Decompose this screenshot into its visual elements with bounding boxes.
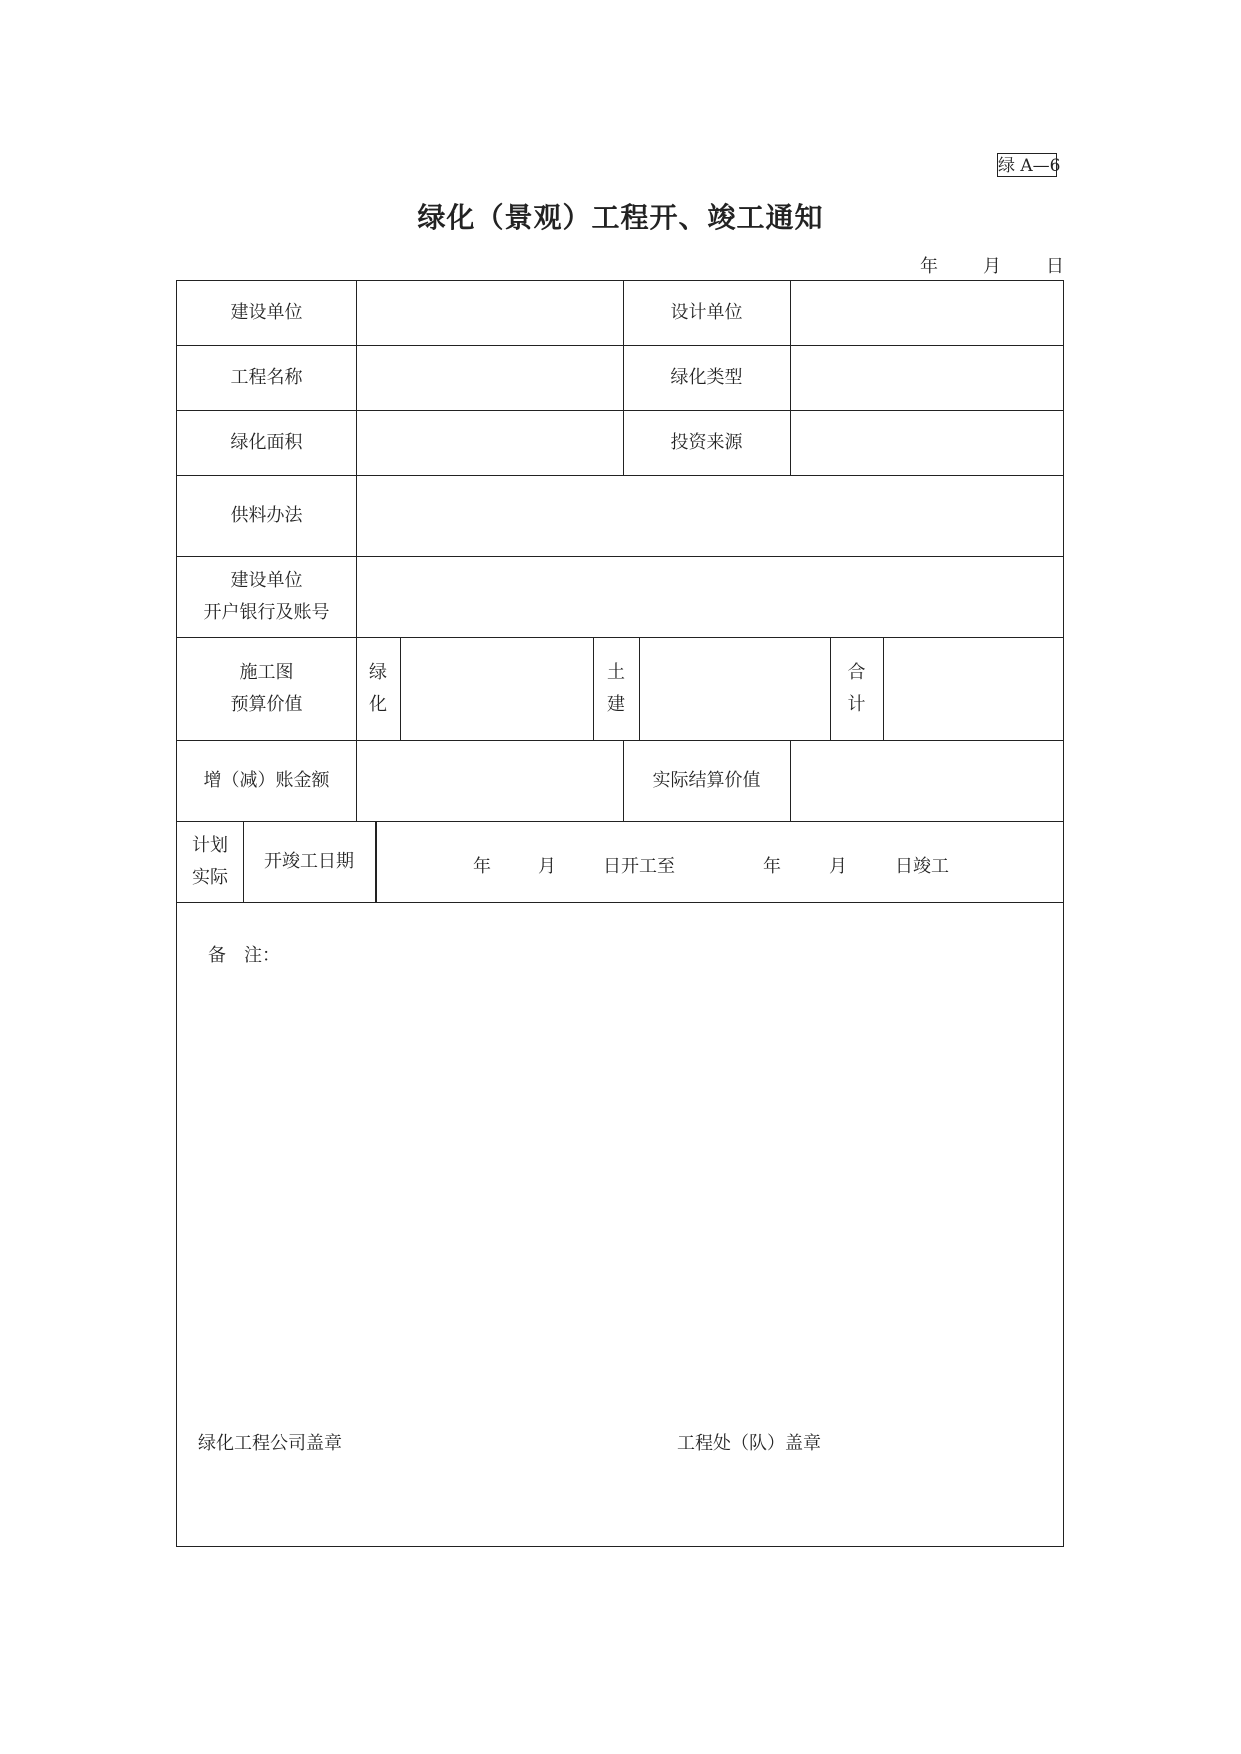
label-green-type: 绿化类型 bbox=[670, 366, 743, 388]
label-budget-value bbox=[177, 637, 356, 740]
label-start-finish-date: 开竣工日期 bbox=[264, 850, 354, 872]
field-design-unit[interactable] bbox=[790, 281, 1065, 345]
field-adjust-amount[interactable] bbox=[356, 740, 623, 821]
date-month-label: 月 bbox=[983, 256, 1001, 277]
label-budget-line1: 施工图 bbox=[239, 661, 294, 683]
field-supply-method[interactable] bbox=[356, 475, 1065, 556]
label-actual: 实际 bbox=[192, 866, 228, 888]
field-green-type[interactable] bbox=[790, 345, 1065, 410]
column-divider bbox=[375, 821, 377, 902]
date-finish-label: 日竣工 bbox=[895, 856, 949, 877]
date-month-1: 月 bbox=[538, 856, 556, 877]
form-code: 绿 A—6 bbox=[997, 153, 1057, 177]
label-total bbox=[830, 637, 883, 740]
field-green-area[interactable] bbox=[356, 410, 623, 475]
stamp-company-label: 绿化工程公司盖章 bbox=[198, 1433, 342, 1454]
row-divider bbox=[177, 902, 1063, 903]
date-month-2: 月 bbox=[829, 856, 847, 877]
notice-form bbox=[176, 280, 1064, 1547]
page-title: 绿化（景观）工程开、竣工通知 bbox=[417, 201, 824, 234]
field-project-name[interactable] bbox=[356, 345, 623, 410]
label-greening bbox=[356, 637, 400, 740]
date-year-label: 年 bbox=[920, 256, 938, 277]
label-greening-c2: 化 bbox=[369, 693, 387, 715]
date-year-1: 年 bbox=[473, 856, 491, 877]
field-total-budget[interactable] bbox=[883, 637, 1065, 740]
label-bank-account bbox=[177, 556, 356, 637]
label-plan-actual bbox=[177, 821, 243, 902]
label-bank-line1: 建设单位 bbox=[230, 569, 303, 591]
label-budget-line2: 预算价值 bbox=[230, 693, 303, 715]
label-design-unit: 设计单位 bbox=[670, 302, 743, 323]
label-plan: 计划 bbox=[192, 834, 228, 856]
label-investment-source: 投资来源 bbox=[670, 431, 743, 453]
field-actual-value[interactable] bbox=[790, 740, 1065, 821]
field-build-unit[interactable] bbox=[356, 281, 623, 345]
label-bank-line2: 开户银行及账号 bbox=[203, 601, 330, 623]
label-actual-value: 实际结算价值 bbox=[652, 769, 761, 791]
label-adjust-amount: 增（减）账金额 bbox=[203, 769, 330, 791]
field-investment-source[interactable] bbox=[790, 410, 1065, 475]
label-civil bbox=[593, 637, 639, 740]
stamp-office-label: 工程处（队）盖章 bbox=[677, 1433, 821, 1454]
date-day-label: 日 bbox=[1046, 256, 1064, 277]
remarks-label: 备 注： bbox=[208, 945, 280, 966]
label-civil-c1: 土 bbox=[607, 661, 625, 683]
date-start-label: 日开工至 bbox=[603, 856, 675, 877]
header-date bbox=[920, 252, 1064, 278]
label-green-area: 绿化面积 bbox=[230, 431, 303, 453]
label-build-unit: 建设单位 bbox=[230, 302, 303, 323]
label-project-name: 工程名称 bbox=[230, 366, 303, 388]
label-total-c2: 计 bbox=[847, 693, 866, 715]
date-year-2: 年 bbox=[763, 856, 781, 877]
field-greening-budget[interactable] bbox=[400, 637, 593, 740]
field-bank-account[interactable] bbox=[356, 556, 1065, 637]
label-greening-c1: 绿 bbox=[369, 661, 387, 683]
field-civil-budget[interactable] bbox=[639, 637, 830, 740]
label-total-c1: 合 bbox=[847, 661, 866, 683]
label-civil-c2: 建 bbox=[607, 693, 625, 715]
label-supply-method: 供料办法 bbox=[230, 504, 303, 526]
